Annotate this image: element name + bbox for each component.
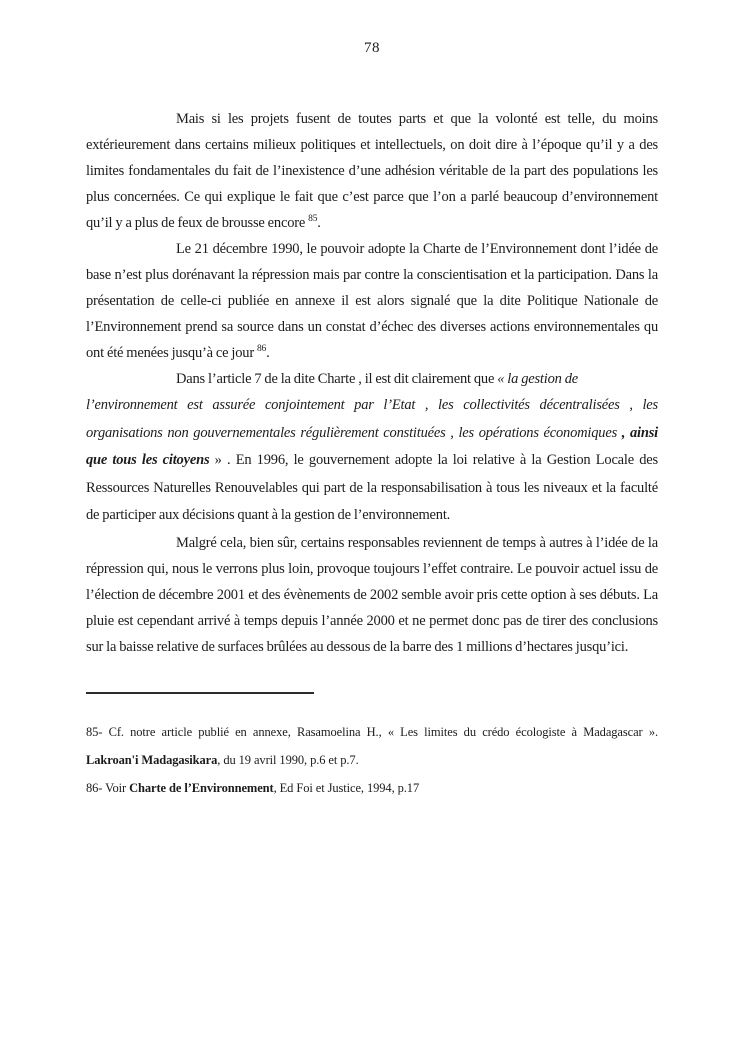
paragraph-2-end: .	[266, 345, 270, 361]
quote-italic-text: l’environnement est assurée conjointement par l’Etat , les collectivités décentralisées , les organisations non gouvernementales régulièrement constituées , les opérations économiques	[86, 397, 658, 441]
paragraph-1-text: Mais si les projets fusent de toutes parts et que la volonté est telle, du moins extérieurement dans certains milieux politiques et intellectuels, on doit dire à l’époque qu’il y a des limites fondamentales du fait de l’inexistence d’une adhésion véritable de la part des populations les plus concernées. Ce qui explique le fait que c’est parce que l’on a parlé beaucoup d’environnement qu’il y a plus de feux de brousse encore	[86, 111, 658, 231]
quote-bold-italic-text: , ainsi que tous les citoyens	[86, 424, 658, 468]
paragraph-3-continuation: » . En 1996, le gouvernement adopte la loi relative à la Gestion Locale des Ressources Naturelles Renouvelables qui part de la responsabilisation à tous les niveaux et la faculté de participer aux décisions quant à la gestion de l’environnement.	[86, 452, 658, 523]
paragraph-3-intro-text: Dans l’article 7 de la dite Charte , il est dit clairement que	[176, 371, 498, 387]
footnote-85-suffix: , du 19 avril 1990, p.6 et p.7.	[217, 752, 359, 767]
paragraph-1-end: .	[317, 215, 321, 231]
quote-opening: « la gestion de	[497, 371, 578, 387]
paragraph-3-quote	[86, 392, 658, 530]
paragraph-3-intro	[86, 366, 658, 392]
page-body	[86, 106, 658, 660]
footnotes-section	[86, 718, 658, 802]
footnote-86	[86, 774, 658, 802]
footnote-separator	[86, 692, 314, 694]
page-number: 78	[364, 40, 380, 56]
footnote-ref-86: 86	[256, 344, 267, 354]
footnote-86-text: 86- Voir	[86, 780, 130, 795]
footnote-85-text: 85- Cf. notre article publié en annexe, Rasamoelina H., « Les limites du crédo écologiste à Madagascar ».	[86, 724, 658, 739]
paragraph-1	[86, 106, 658, 236]
footnote-86-source: Charte de l’Environnement	[129, 780, 274, 795]
footnote-ref-85: 85	[308, 214, 318, 224]
footnote-85	[86, 718, 658, 774]
paragraph-4-text: Malgré cela, bien sûr, certains responsables reviennent de temps à autres à l’idée de la répression qui, nous le verrons plus loin, provoque toujours l’effet contraire. Le pouvoir actuel issu de l’élection de décembre 2001 et des évènements de 2002 semble avoir pris cette option à ses débuts. La pluie est cependant arrivé à temps depuis l’année 2000 et ne permet donc pas de tirer des conclusions sur la baisse relative de surfaces brûlées au dessous de la barre des 1 millions d’hectares jusqu’ici.	[86, 534, 658, 655]
paragraph-4	[86, 530, 658, 660]
paragraph-2-text: Le 21 décembre 1990, le pouvoir adopte la Charte de l’Environnement dont l’idée de base n’est plus dorénavant la répression mais par contre la conscientisation et la participation. Dans la présentation de celle-ci publiée en annexe il est alors signalé que la dite Politique Nationale de l’Environnement prend sa source dans un constat d’échec des diverses actions environnementales qu ont été menées jusqu’à ce jour	[86, 241, 658, 361]
paragraph-2	[86, 236, 658, 366]
footnote-85-source: Lakroan'i Madagasikara	[86, 752, 218, 767]
footnote-86-suffix: , Ed Foi et Justice, 1994, p.17	[273, 780, 420, 795]
